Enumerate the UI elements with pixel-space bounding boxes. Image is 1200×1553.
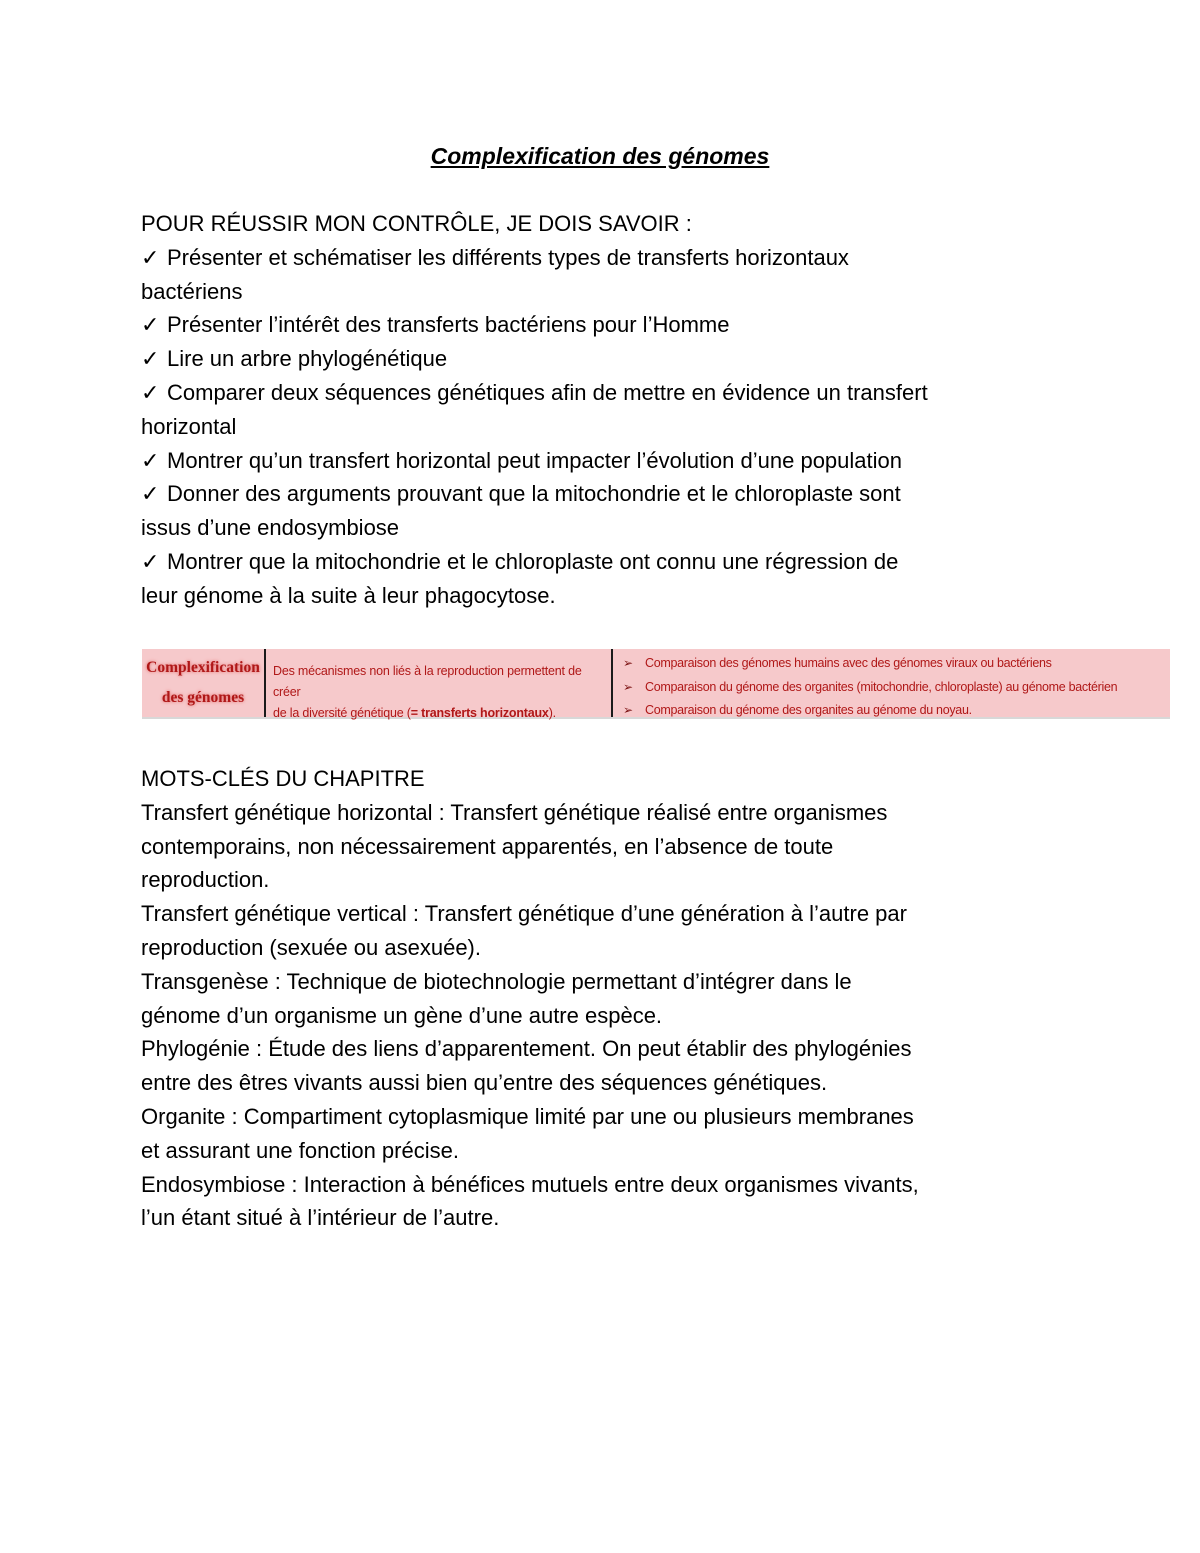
check-icon: ✓ xyxy=(141,312,160,338)
check-icon: ✓ xyxy=(141,447,160,473)
summary-bullet-item: ➢ Comparaison du génome des organites (mitochondrie, chloroplaste) au génome bactérien xyxy=(645,676,1170,700)
keyword-line: Endosymbiose : Interaction à bénéfices mutuels entre deux organismes vivants, xyxy=(141,1171,919,1197)
check-icon: ✓ xyxy=(141,548,160,574)
summary-title-line: Complexification xyxy=(146,659,260,676)
keyword-line: contemporains, non nécessairement apparentés, en l’absence de toute xyxy=(141,833,834,859)
summary-description-cell xyxy=(266,649,613,720)
keyword-line: Transfert génétique horizontal : Transfert génétique réalisé entre organismes xyxy=(141,799,888,825)
check-icon: ✓ xyxy=(141,379,160,405)
objective-item-continuation: issus d’une endosymbiose xyxy=(141,515,400,541)
objectives-section xyxy=(141,207,1071,613)
keyword-line: entre des êtres vivants aussi bien qu’entre des séquences génétiques. xyxy=(141,1070,828,1096)
arrow-bullet-icon: ➢ xyxy=(623,703,633,717)
objective-item: ✓ Présenter et schématiser les différents types de transferts horizontaux xyxy=(141,241,1071,275)
objective-item: ✓ Comparer deux séquences génétiques afin de mettre en évidence un transfert xyxy=(141,376,1071,410)
keywords-section xyxy=(141,762,1071,1235)
keyword-line: reproduction (sexuée ou asexuée). xyxy=(141,934,481,960)
check-icon: ✓ xyxy=(141,346,160,372)
summary-bullet-item: ➢ Comparaison des génomes humains avec des génomes viraux ou bactériens xyxy=(645,652,1170,676)
objective-item: ✓ Donner des arguments prouvant que la mitochondrie et le chloroplaste sont xyxy=(141,477,1071,511)
summary-bullet-item: ➢ Comparaison du génome des organites au génome du noyau. xyxy=(645,699,1170,723)
summary-description-bold: = transferts horizontaux xyxy=(410,706,549,720)
keyword-line: Organite : Compartiment cytoplasmique limité par une ou plusieurs membranes xyxy=(141,1103,914,1129)
summary-bullets-cell xyxy=(613,649,1170,717)
summary-title-line: des génomes xyxy=(161,689,245,706)
keyword-line: Phylogénie : Étude des liens d’apparentement. On peut établir des phylogénies xyxy=(141,1036,912,1062)
keyword-line: reproduction. xyxy=(141,867,270,893)
objective-item-continuation: horizontal xyxy=(141,413,237,439)
summary-title-cell xyxy=(142,649,266,717)
check-icon: ✓ xyxy=(141,244,160,270)
summary-description-line: de la diversité génétique (= transferts horizontaux). xyxy=(273,706,556,720)
summary-description-line: Des mécanismes non liés à la reproduction permettent de créer xyxy=(273,664,582,699)
keyword-line: l’un étant situé à l’intérieur de l’autre. xyxy=(141,1205,500,1231)
objective-item: ✓ Présenter l’intérêt des transferts bactériens pour l’Homme xyxy=(141,308,1071,342)
keyword-line: et assurant une fonction précise. xyxy=(141,1137,459,1163)
keyword-line: Transgenèse : Technique de biotechnologie permettant d’intégrer dans le xyxy=(141,968,852,994)
keywords-heading: MOTS-CLÉS DU CHAPITRE xyxy=(141,766,425,791)
check-icon: ✓ xyxy=(141,481,160,507)
arrow-bullet-icon: ➢ xyxy=(623,656,633,670)
objective-item-continuation: bactériens xyxy=(141,278,243,304)
objectives-heading: POUR RÉUSSIR MON CONTRÔLE, JE DOIS SAVOIR : xyxy=(141,211,692,236)
objective-item: ✓ Montrer qu’un transfert horizontal peut impacter l’évolution d’une population xyxy=(141,444,1071,478)
page-title: Complexification des génomes xyxy=(430,143,770,169)
keyword-line: Transfert génétique vertical : Transfert génétique d’une génération à l’autre par xyxy=(141,901,907,927)
objective-item: ✓ Montrer que la mitochondrie et le chloroplaste ont connu une régression de xyxy=(141,545,1071,579)
summary-table-image xyxy=(142,649,1170,719)
keyword-line: génome d’un organisme un gène d’une autre espèce. xyxy=(141,1002,663,1028)
objective-item-continuation: leur génome à la suite à leur phagocytose. xyxy=(141,582,556,608)
objective-item: ✓ Lire un arbre phylogénétique xyxy=(141,342,1071,376)
arrow-bullet-icon: ➢ xyxy=(623,679,633,694)
